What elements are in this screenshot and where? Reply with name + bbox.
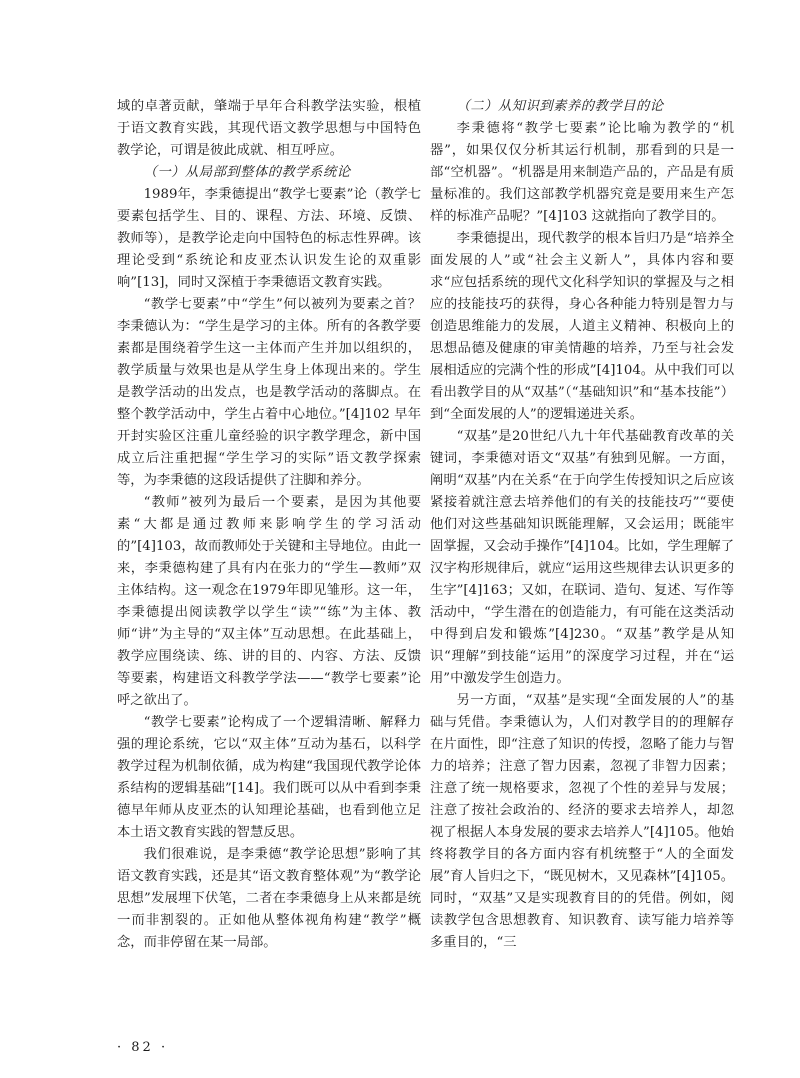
paragraph: 李秉德提出，现代教学的根本旨归乃是“培养全面发展的人”或“社会主义新人”，具体内容和要求“应包括系统的现代文化科学知识的掌握及与之相应的技能技巧的获得，身心各种能力特别是智力与创造思维能力的发展，人道主义精神、积极向上的思想品德及健康的审美情趣的培养，乃至与社会发展相适应的完满个性的形成”[4]104。从中我们可以看出教学目的从“双基”（“基础知识”和“基本技能”）到“全面发展的人”的逻辑递进关系。 [430,231,734,422]
right-column [430,96,734,954]
paragraph: 域的卓著贡献，肇端于早年合科教学法实验，根植于语文教育实践，其现代语文教学思想与中国特色教学论，可谓是彼此成就、相互呼应。 [117,99,421,158]
page-number: · 82 · [117,1040,169,1055]
section-heading-1: （一）从局部到整体的教学系统论 [143,165,351,180]
paragraph: 我们很难说，是李秉德“教学论思想”影响了其语文教育实践，还是其“语文教育整体观”为“教学论思想”发展埋下伏笔，二者在李秉德身上从来都是统一而非割裂的。正如他从整体视角构建“教学”概念，而非停留在某一局部。 [117,847,421,950]
paragraph: “教学七要素”中“学生”何以被列为要素之首？李秉德认为：“学生是学习的主体。所有的各教学要素都是围绕着学生这一主体而产生并加以组织的，教学质量与效果也是从学生身上体现出来的。学生是教学活动的出发点，也是教学活动的落脚点。在整个教学活动中，学生占着中心地位。”[4]102 早年开封实验区注重儿童经验的识字教学理念，新中国成立后注重把握“学生学习的实际”语文教学探索等，为李秉德的这段话提供了注脚和养分。 [117,297,421,488]
paragraph: “教学七要素”论构成了一个逻辑清晰、解释力强的理论系统，它以“双主体”互动为基石，以科学教学过程为机制依循，成为构建“我国现代教学论体系结构的逻辑基础”[14]。我们既可以从中看到李秉德早年师从皮亚杰的认知理论基础，也看到他立足本土语文教育实践的智慧反思。 [117,715,421,840]
paragraph: 另一方面，“双基”是实现“全面发展的人”的基础与凭借。李秉德认为，人们对教学目的的理解存在片面性，即“注意了知识的传授，忽略了能力与智力的培养；注意了智力因素，忽视了非智力因素；注意了统一规格要求，忽视了个性的差异与发展；注意了按社会政治的、经济的要求去培养人，却忽视了根据人本身发展的要求去培养人”[4]105。他始终将教学目的各方面内容有机统整于“人的全面发展”育人旨归之下，“既见树木，又见森林”[4]105。同时，“双基”又是实现教育目的的凭借。例如，阅读教学包含思想教育、知识教育、读写能力培养等多重目的，“三 [430,693,734,950]
paragraph: “双基”是20世纪八九十年代基础教育改革的关键词，李秉德对语文“双基”有独到见解。一方面，阐明“双基”内在关系“在于向学生传授知识之后应该紧接着就注意去培养他们的有关的技能技巧”“要使他们对这些基础知识既能理解，又会运用；既能牢固掌握，又会动手操作”[4]104。比如，学生理解了汉字构形规律后，就应“运用这些规律去认识更多的生字”[4]163；又如，在联词、造句、复述、写作等活动中，“学生潜在的创造能力，有可能在这类活动中得到启发和锻炼”[4]230。“双基”教学是从知识“理解”到技能“运用”的深度学习过程，并在“运用”中激发学生创造力。 [430,429,734,686]
paragraph: 李秉德将“教学七要素”论比喻为教学的“机器”，如果仅仅分析其运行机制，那看到的只是一部“空机器”。“机器是用来制造产品的，产品是有质量标准的。我们这部教学机器究竟是要用来生产怎样的标准产品呢？”[4]103 这就指向了教学目的。 [430,121,734,224]
paragraph: 1989年，李秉德提出“教学七要素”论（教学七要素包括学生、目的、课程、方法、环境、反馈、教师等），是教学论走向中国特色的标志性界碑。该理论受到“系统论和皮亚杰认识发生论的双重影响”[13]，同时又深植于李秉德语文教育实践。 [117,187,421,290]
section-heading-2: （二）从知识到素养的教学目的论 [456,99,664,114]
left-column [117,96,421,954]
paragraph: “教师”被列为最后一个要素，是因为其他要素“大都是通过教师来影响学生的学习活动的”[4]103，故而教师处于关键和主导地位。由此一来，李秉德构建了具有内在张力的“学生—教师”双主体结构。这一观念在1979年即见雏形。这一年，李秉德提出阅读教学以学生“读”“练”为主体、教师“讲”为主导的“双主体”互动思想。在此基础上，教学应围绕读、练、讲的目的、内容、方法、反馈等要素，构建语文科教学学法——“教学七要素”论呼之欲出了。 [117,495,421,708]
